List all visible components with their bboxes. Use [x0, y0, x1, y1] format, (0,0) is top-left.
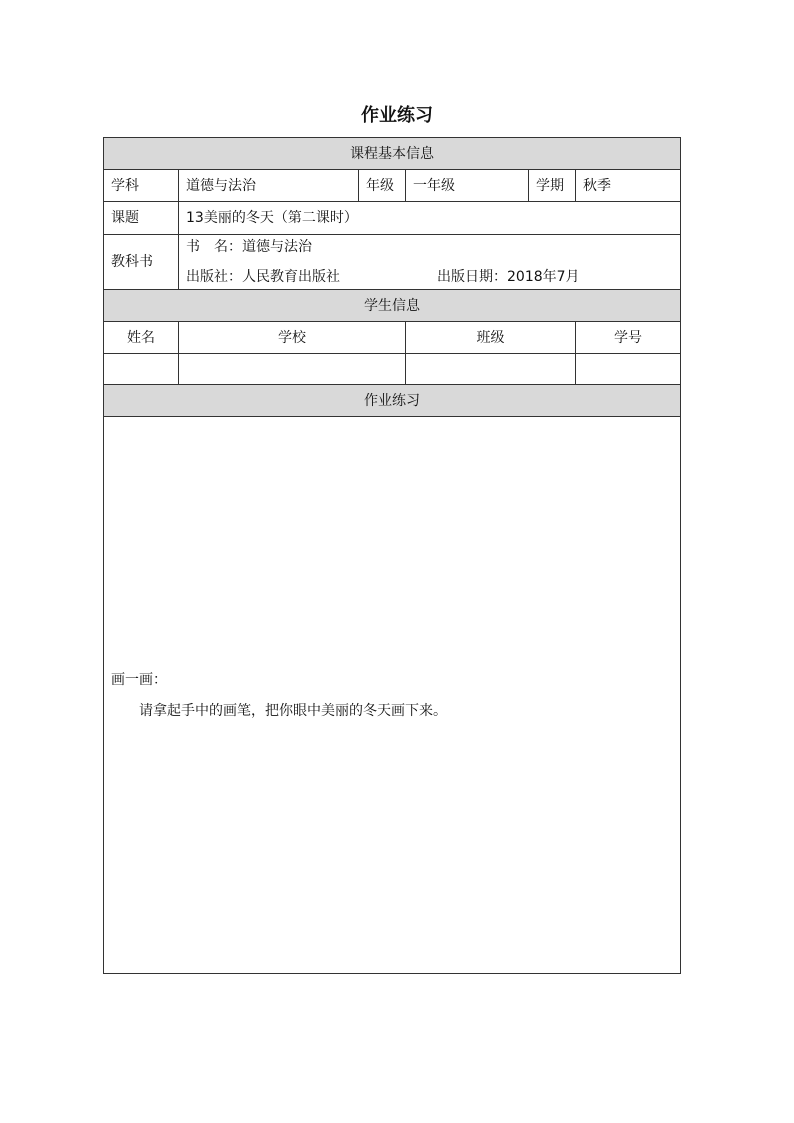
student-input-row: [104, 354, 681, 385]
student-class-cell[interactable]: [406, 354, 576, 385]
book-pub-date: 出版日期：2018年7月: [437, 269, 580, 285]
topic-value: 13美丽的冬天（第二课时）: [179, 202, 681, 235]
term-label: 学期: [529, 170, 576, 202]
grade-label: 年级: [359, 170, 406, 202]
topic-row: [104, 202, 681, 235]
textbook-row: [104, 235, 681, 290]
homework-task-title: 画一画：: [111, 671, 167, 688]
textbook-info: [179, 235, 681, 290]
course-info-header-row: [104, 138, 681, 170]
student-columns-row: [104, 322, 681, 354]
page-title: 作业练习: [361, 105, 433, 126]
student-info-header-row: [104, 290, 681, 322]
student-info-heading: 学生信息: [104, 290, 681, 322]
book-name: 书 名：道德与法治: [186, 239, 312, 255]
student-col-id: 学号: [576, 322, 681, 354]
student-id-cell[interactable]: [576, 354, 681, 385]
topic-label: 课题: [104, 202, 179, 235]
book-publisher-line: [186, 268, 673, 286]
homework-drawing-area[interactable]: [104, 417, 681, 974]
book-publisher: 出版社：人民教育出版社: [186, 269, 340, 285]
student-school-cell[interactable]: [179, 354, 406, 385]
student-col-name: 姓名: [104, 322, 179, 354]
subject-value: 道德与法治: [179, 170, 359, 202]
grade-value: 一年级: [406, 170, 529, 202]
homework-heading: 作业练习: [104, 385, 681, 417]
student-name-cell[interactable]: [104, 354, 179, 385]
homework-body-row: [104, 417, 681, 974]
worksheet-table: [103, 137, 681, 974]
student-col-school: 学校: [179, 322, 406, 354]
subject-row: [104, 170, 681, 202]
course-info-heading: 课程基本信息: [104, 138, 681, 170]
homework-header-row: [104, 385, 681, 417]
homework-task-text: 请拿起手中的画笔，把你眼中美丽的冬天画下来。: [139, 702, 447, 719]
subject-label: 学科: [104, 170, 179, 202]
textbook-label: 教科书: [104, 235, 179, 290]
student-col-class: 班级: [406, 322, 576, 354]
term-value: 秋季: [576, 170, 681, 202]
